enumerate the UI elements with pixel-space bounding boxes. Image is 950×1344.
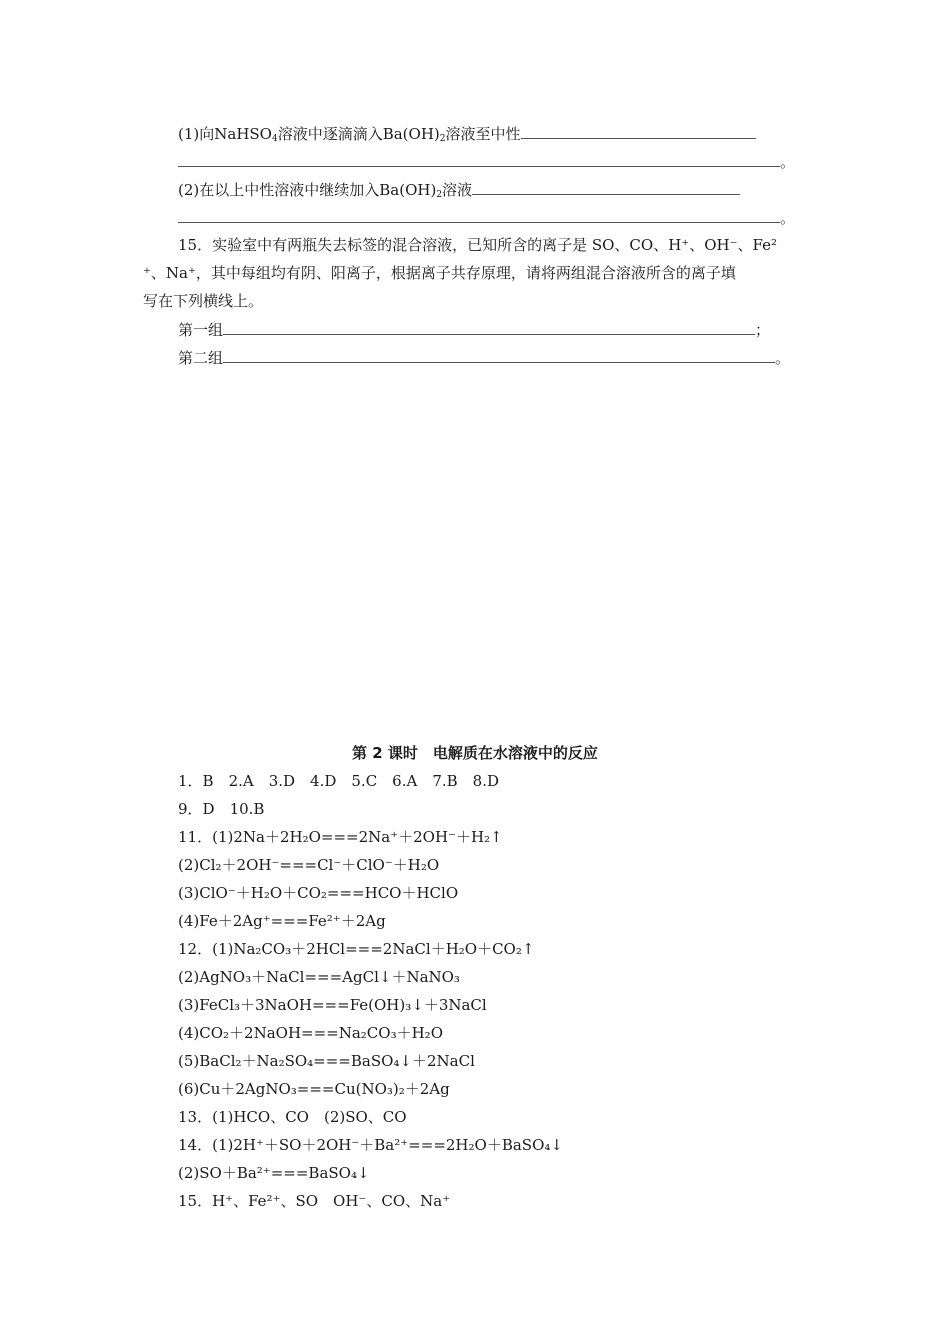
question-14-1-line2 [178,151,795,172]
answer-blank[interactable] [521,123,756,139]
answer-line: 11．(1)2Na＋2H₂O===2Na⁺＋2OH⁻＋H₂↑ [178,828,503,846]
question-15-line3: 写在下列横线上。 [143,292,264,310]
answers-title: 第 2 课时 电解质在水溶液中的反应 [352,744,598,762]
q14-1-text-a: (1)向NaHSO [178,125,272,143]
question-14-2-line2 [178,207,795,228]
answer-line: (4)CO₂＋2NaOH===Na₂CO₃＋H₂O [178,1024,443,1042]
group-two-row [178,347,790,368]
group-one-row [178,319,770,340]
answer-line: 13．(1)HCO、CO (2)SO、CO [178,1108,407,1126]
q14-1-text-c: 溶液至中性 [445,125,521,143]
q14-1-text-b: 溶液中逐滴滴入Ba(OH) [277,125,440,143]
group-one-label: 第一组 [178,321,224,339]
answer-blank[interactable] [178,151,780,167]
answer-line: 14．(1)2H⁺＋SO＋2OH⁻＋Ba²⁺===2H₂O＋BaSO₄↓ [178,1136,563,1154]
group-two-label: 第二组 [178,349,224,367]
answer-line: 9．D 10.B [178,800,265,818]
semicolon-mark: ； [755,321,771,339]
answer-line: (2)SO＋Ba²⁺===BaSO₄↓ [178,1164,370,1182]
answer-line: 1．B 2.A 3.D 4.D 5.C 6.A 7.B 8.D [178,772,499,790]
answer-line: (4)Fe＋2Ag⁺===Fe²⁺＋2Ag [178,912,386,930]
question-15-line1: 15．实验室中有两瓶失去标签的混合溶液，已知所含的离子是 SO、CO、H⁺、OH⁻、Fe² [178,236,777,254]
answer-blank[interactable] [178,207,780,223]
question-15-line2: ⁺、Na⁺，其中每组均有阴、阳离子，根据离子共存原理，请将两组混合溶液所含的离子填 [143,264,736,282]
answer-line: 12．(1)Na₂CO₃＋2HCl===2NaCl＋H₂O＋CO₂↑ [178,940,535,958]
answer-line: (2)AgNO₃＋NaCl===AgCl↓＋NaNO₃ [178,968,460,986]
q14-2-text-b: 溶液 [442,181,473,199]
answer-blank[interactable] [223,347,775,363]
period-mark: 。 [780,153,796,171]
answer-blank[interactable] [472,179,740,195]
period-mark: 。 [780,209,796,227]
q14-2-text-a: (2)在以上中性溶液中继续加入Ba(OH) [178,181,437,199]
question-14-2 [178,179,740,200]
answer-line: (3)FeCl₃＋3NaOH===Fe(OH)₃↓＋3NaCl [178,996,487,1014]
answer-line: (3)ClO⁻＋H₂O＋CO₂===HCO＋HClO [178,884,459,902]
question-14-1 [178,123,756,144]
q14-1-sub-b: 2 [439,134,446,144]
answer-line: (6)Cu＋2AgNO₃===Cu(NO₃)₂＋2Ag [178,1080,450,1098]
answer-blank[interactable] [223,319,755,335]
period-mark: 。 [775,349,791,367]
answer-line: (2)Cl₂＋2OH⁻===Cl⁻＋ClO⁻＋H₂O [178,856,440,874]
q14-1-sub-a: 4 [271,134,278,144]
q14-2-sub-a: 2 [436,190,443,200]
answer-line: 15．H⁺、Fe²⁺、SO OH⁻、CO、Na⁺ [178,1192,451,1210]
answer-line: (5)BaCl₂＋Na₂SO₄===BaSO₄↓＋2NaCl [178,1052,475,1070]
